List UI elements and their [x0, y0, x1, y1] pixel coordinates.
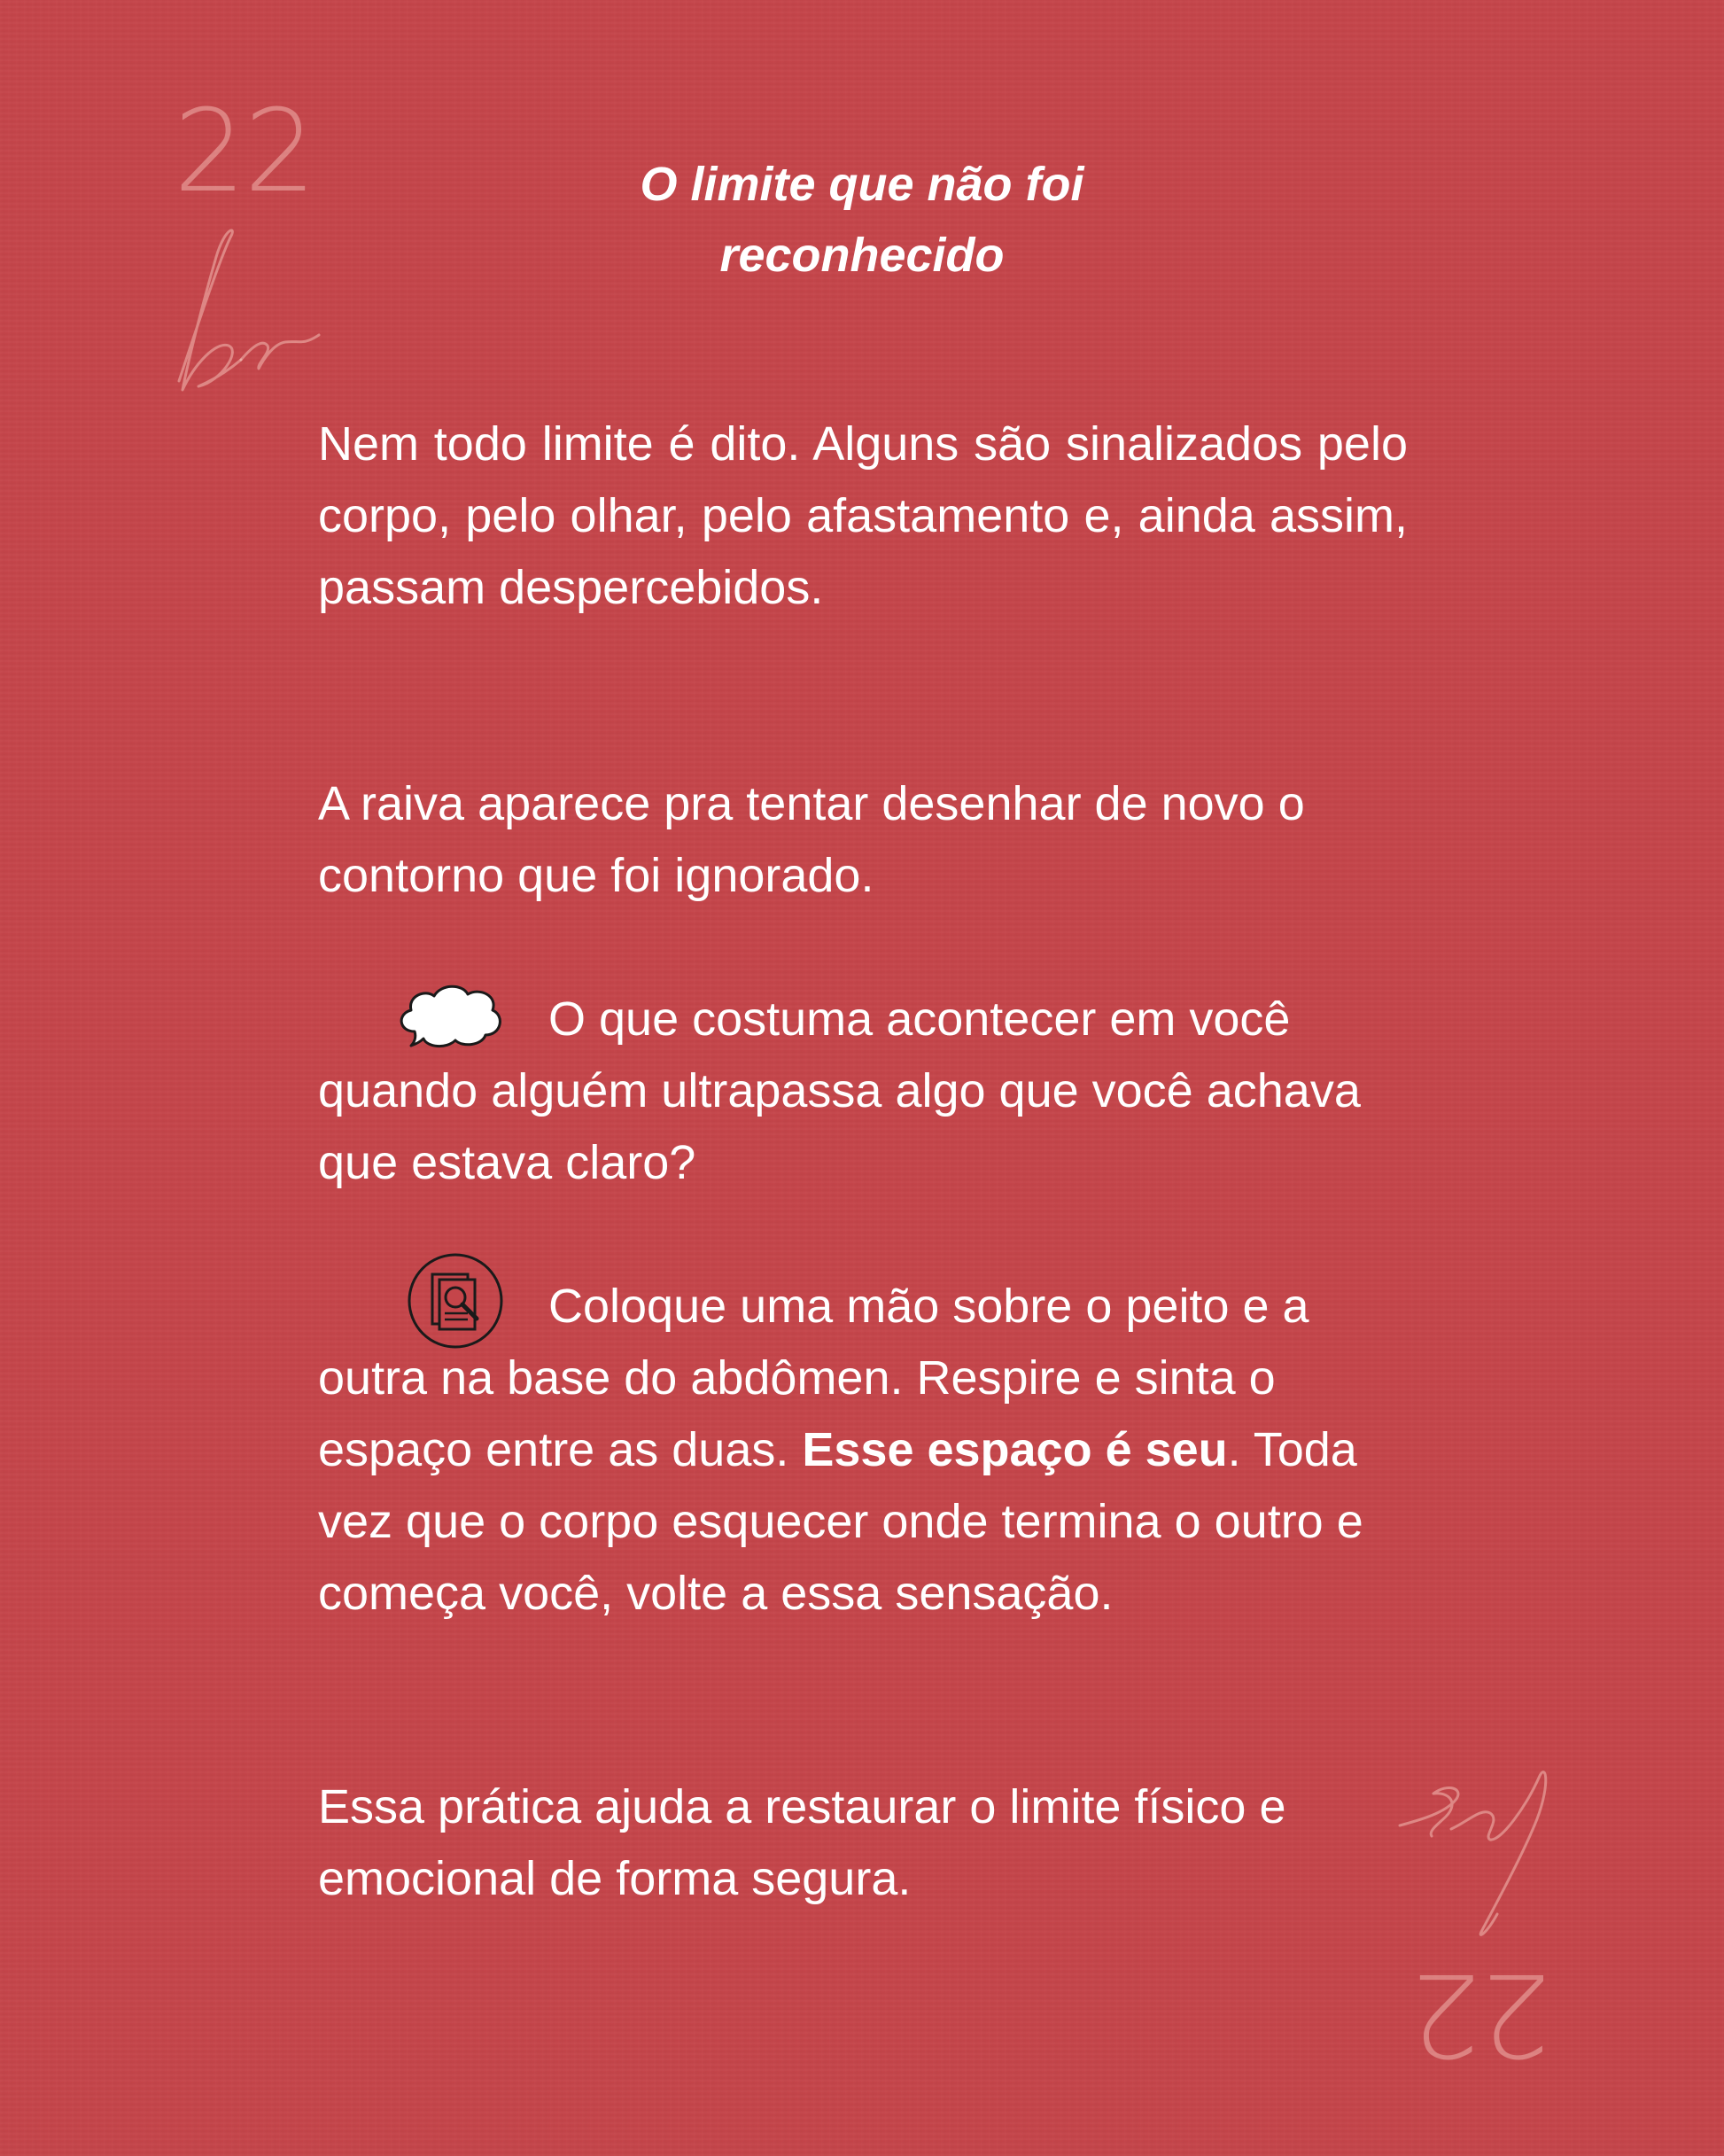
page-number-top: 22: [174, 86, 315, 218]
practice-text-end: . Toda vez que o corpo esquecer onde termina o outro e começa você, volte a essa sensação.: [318, 1423, 1363, 1620]
practice-text-start: Coloque uma mão sobre o peito e a outra na base do abdômen. Respire e sinta o espaço entre as duas.: [318, 1280, 1309, 1476]
title-line-2: reconhecido: [719, 229, 1005, 282]
closing-paragraph: Essa prática ajuda a restaurar o limite físico e emocional de forma segura.: [318, 1780, 1286, 1905]
icon-spacer: [318, 1026, 548, 1035]
reflection-question: [318, 984, 1408, 1199]
reflection-question-text: O que costuma acontecer em você quando alguém ultrapassa algo que você achava que estava claro?: [318, 992, 1361, 1189]
icon-spacer: [318, 1313, 548, 1322]
title-line-1: O limite que não foi: [640, 158, 1084, 211]
practice-paragraph: [318, 1271, 1408, 1630]
intro-paragraph: Nem todo limite é dito. Alguns são sinalizados pelo corpo, pelo olhar, pelo afastamento e, ainda assim, passam despercebidos.: [318, 417, 1408, 614]
practice-emphasis: Esse espaço é seu: [802, 1423, 1228, 1476]
page-number-bottom: 22: [1410, 1948, 1551, 2080]
script-monogram-bottom: [1393, 1763, 1561, 1945]
page-title: [0, 149, 1724, 291]
script-monogram-zg-icon: [1393, 1763, 1561, 1941]
anger-paragraph: A raiva aparece pra tentar desenhar de novo o contorno que foi ignorado.: [318, 777, 1305, 902]
